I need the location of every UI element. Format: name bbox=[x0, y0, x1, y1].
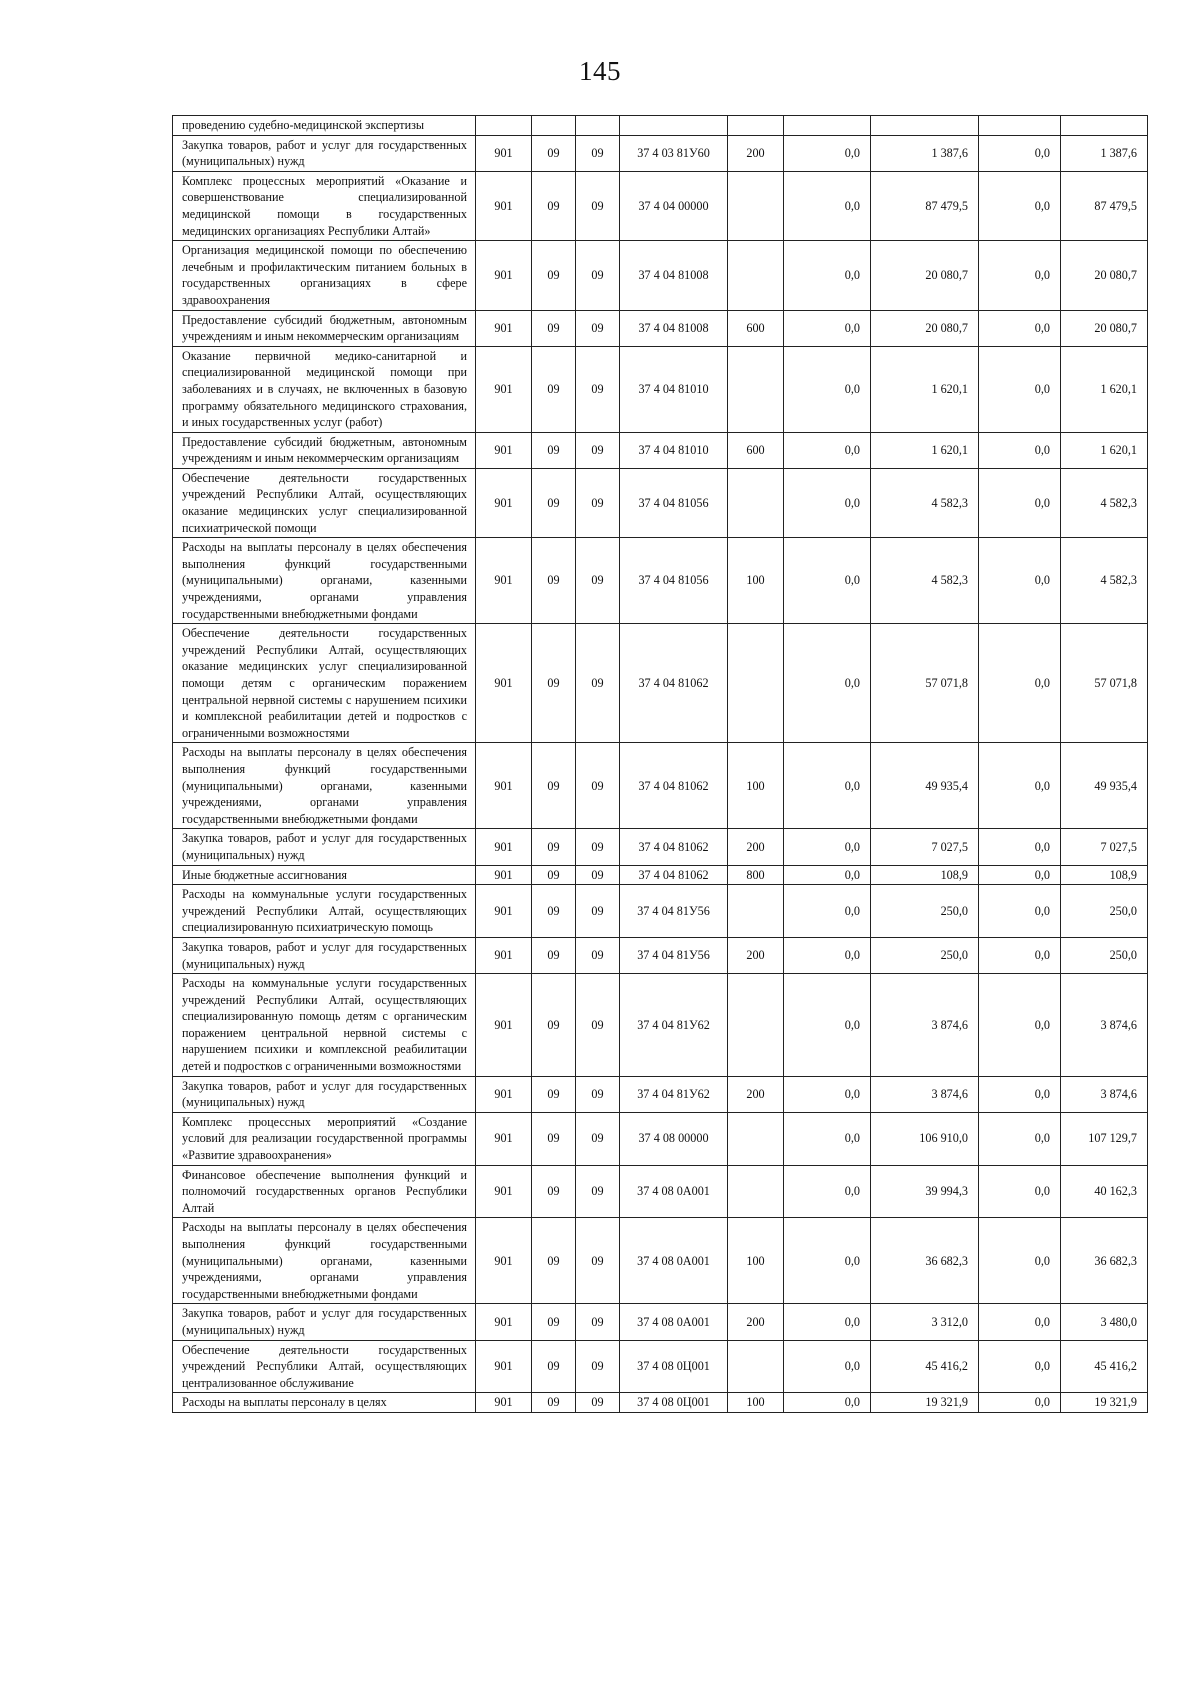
subsection-code-cell: 09 bbox=[576, 1393, 620, 1413]
amount-cell-3: 0,0 bbox=[979, 1340, 1061, 1393]
expense-type-cell: 200 bbox=[728, 829, 784, 865]
target-article-cell: 37 4 08 0Ц001 bbox=[620, 1393, 728, 1413]
subsection-code-cell: 09 bbox=[576, 1112, 620, 1165]
amount-cell-1: 0,0 bbox=[784, 1393, 871, 1413]
amount-cell-2: 87 479,5 bbox=[871, 171, 979, 240]
table-row bbox=[173, 538, 1148, 624]
table-row bbox=[173, 937, 1148, 973]
amount-cell-4: 40 162,3 bbox=[1061, 1165, 1148, 1218]
subsection-code-cell: 09 bbox=[576, 624, 620, 743]
subsection-code-cell: 09 bbox=[576, 829, 620, 865]
target-article-cell: 37 4 04 81056 bbox=[620, 538, 728, 624]
table-row bbox=[173, 1112, 1148, 1165]
amount-cell-4: 3 874,6 bbox=[1061, 974, 1148, 1077]
amount-cell-3: 0,0 bbox=[979, 1076, 1061, 1112]
amount-cell-2: 3 874,6 bbox=[871, 1076, 979, 1112]
amount-cell-1: 0,0 bbox=[784, 135, 871, 171]
table-row bbox=[173, 468, 1148, 537]
row-name-cell: Обеспечение деятельности государственных учреждений Республики Алтай, осуществляющих оказание медицинских услуг специализированной психиатрической помощи bbox=[173, 468, 476, 537]
amount-cell-2: 106 910,0 bbox=[871, 1112, 979, 1165]
expense-type-cell bbox=[728, 171, 784, 240]
expense-type-cell: 100 bbox=[728, 1218, 784, 1304]
amount-cell-4: 1 620,1 bbox=[1061, 346, 1148, 432]
budget-table-body bbox=[173, 116, 1148, 1413]
subsection-code-cell: 09 bbox=[576, 310, 620, 346]
table-row bbox=[173, 1076, 1148, 1112]
section-code-cell: 09 bbox=[532, 1076, 576, 1112]
expense-type-cell bbox=[728, 974, 784, 1077]
row-name-cell: Предоставление субсидий бюджетным, автономным учреждениям и иным некоммерческим организациям bbox=[173, 432, 476, 468]
amount-cell-4: 36 682,3 bbox=[1061, 1218, 1148, 1304]
row-name-cell: Обеспечение деятельности государственных учреждений Республики Алтай, осуществляющих оказание медицинских услуг специализированной помощи детям с органическим поражением центральной нервной системы с нарушением психики и комплексной реабилитации детей и подростков с ограниченными возможностями bbox=[173, 624, 476, 743]
amount-cell-1: 0,0 bbox=[784, 885, 871, 938]
amount-cell-1: 0,0 bbox=[784, 310, 871, 346]
amount-cell-2: 19 321,9 bbox=[871, 1393, 979, 1413]
amount-cell-3: 0,0 bbox=[979, 1112, 1061, 1165]
table-row bbox=[173, 432, 1148, 468]
amount-cell-3: 0,0 bbox=[979, 865, 1061, 885]
table-row bbox=[173, 1393, 1148, 1413]
table-row bbox=[173, 1165, 1148, 1218]
amount-cell-4: 1 620,1 bbox=[1061, 432, 1148, 468]
amount-cell-2: 49 935,4 bbox=[871, 743, 979, 829]
row-name-cell: проведению судебно-медицинской экспертизы bbox=[173, 116, 476, 136]
row-name-cell: Расходы на выплаты персоналу в целях обеспечения выполнения функций государственными (муниципальными) органами, казенными учреждениями, органами управления государственными внебюджетными фондами bbox=[173, 1218, 476, 1304]
subsection-code-cell bbox=[576, 116, 620, 136]
amount-cell-4: 57 071,8 bbox=[1061, 624, 1148, 743]
table-row bbox=[173, 346, 1148, 432]
amount-cell-1: 0,0 bbox=[784, 171, 871, 240]
subsection-code-cell: 09 bbox=[576, 1304, 620, 1340]
amount-cell-3: 0,0 bbox=[979, 468, 1061, 537]
amount-cell-1: 0,0 bbox=[784, 743, 871, 829]
amount-cell-1: 0,0 bbox=[784, 1165, 871, 1218]
row-name-cell: Расходы на выплаты персоналу в целях обеспечения выполнения функций государственными (муниципальными) органами, казенными учреждениями, органами управления государственными внебюджетными фондами bbox=[173, 743, 476, 829]
target-article-cell: 37 4 08 0А001 bbox=[620, 1165, 728, 1218]
row-name-cell: Иные бюджетные ассигнования bbox=[173, 865, 476, 885]
amount-cell-3: 0,0 bbox=[979, 310, 1061, 346]
target-article-cell: 37 4 04 81У56 bbox=[620, 885, 728, 938]
amount-cell-3: 0,0 bbox=[979, 1218, 1061, 1304]
section-code-cell: 09 bbox=[532, 171, 576, 240]
row-name-cell: Финансовое обеспечение выполнения функций и полномочий государственных органов Республики Алтай bbox=[173, 1165, 476, 1218]
subsection-code-cell: 09 bbox=[576, 974, 620, 1077]
section-code-cell: 09 bbox=[532, 468, 576, 537]
amount-cell-3: 0,0 bbox=[979, 432, 1061, 468]
table-row bbox=[173, 743, 1148, 829]
amount-cell-3: 0,0 bbox=[979, 937, 1061, 973]
table-row bbox=[173, 865, 1148, 885]
amount-cell-3: 0,0 bbox=[979, 829, 1061, 865]
subsection-code-cell: 09 bbox=[576, 538, 620, 624]
ministry-code-cell: 901 bbox=[476, 310, 532, 346]
subsection-code-cell: 09 bbox=[576, 135, 620, 171]
subsection-code-cell: 09 bbox=[576, 885, 620, 938]
amount-cell-1: 0,0 bbox=[784, 624, 871, 743]
table-row bbox=[173, 1340, 1148, 1393]
expense-type-cell: 100 bbox=[728, 743, 784, 829]
row-name-cell: Закупка товаров, работ и услуг для государственных (муниципальных) нужд bbox=[173, 1304, 476, 1340]
amount-cell-2: 1 620,1 bbox=[871, 346, 979, 432]
amount-cell-1: 0,0 bbox=[784, 1218, 871, 1304]
ministry-code-cell: 901 bbox=[476, 865, 532, 885]
expense-type-cell bbox=[728, 468, 784, 537]
amount-cell-3: 0,0 bbox=[979, 974, 1061, 1077]
target-article-cell: 37 4 04 81010 bbox=[620, 432, 728, 468]
table-row bbox=[173, 885, 1148, 938]
ministry-code-cell: 901 bbox=[476, 937, 532, 973]
amount-cell-3: 0,0 bbox=[979, 538, 1061, 624]
amount-cell-2: 3 874,6 bbox=[871, 974, 979, 1077]
amount-cell-1: 0,0 bbox=[784, 538, 871, 624]
target-article-cell: 37 4 08 0Ц001 bbox=[620, 1340, 728, 1393]
section-code-cell: 09 bbox=[532, 310, 576, 346]
expense-type-cell: 100 bbox=[728, 1393, 784, 1413]
section-code-cell: 09 bbox=[532, 1340, 576, 1393]
ministry-code-cell: 901 bbox=[476, 241, 532, 310]
target-article-cell: 37 4 08 0А001 bbox=[620, 1218, 728, 1304]
expense-type-cell bbox=[728, 1165, 784, 1218]
table-row bbox=[173, 829, 1148, 865]
table-row bbox=[173, 310, 1148, 346]
amount-cell-2: 20 080,7 bbox=[871, 241, 979, 310]
target-article-cell: 37 4 04 00000 bbox=[620, 171, 728, 240]
section-code-cell: 09 bbox=[532, 135, 576, 171]
amount-cell-2: 36 682,3 bbox=[871, 1218, 979, 1304]
row-name-cell: Расходы на коммунальные услуги государственных учреждений Республики Алтай, осуществляющих специализированную помощь детям с органическим поражением центральной нервной системы с нарушением психики и комплексной реабилитации детей и подростков с ограниченными возможностями bbox=[173, 974, 476, 1077]
amount-cell-2: 1 620,1 bbox=[871, 432, 979, 468]
budget-table bbox=[172, 115, 1148, 1413]
expense-type-cell bbox=[728, 885, 784, 938]
amount-cell-4: 107 129,7 bbox=[1061, 1112, 1148, 1165]
ministry-code-cell: 901 bbox=[476, 1218, 532, 1304]
amount-cell-1: 0,0 bbox=[784, 937, 871, 973]
ministry-code-cell: 901 bbox=[476, 468, 532, 537]
target-article-cell: 37 4 04 81008 bbox=[620, 310, 728, 346]
amount-cell-3: 0,0 bbox=[979, 1393, 1061, 1413]
target-article-cell: 37 4 08 0А001 bbox=[620, 1304, 728, 1340]
amount-cell-4: 45 416,2 bbox=[1061, 1340, 1148, 1393]
expense-type-cell: 200 bbox=[728, 937, 784, 973]
section-code-cell: 09 bbox=[532, 241, 576, 310]
table-row bbox=[173, 1304, 1148, 1340]
ministry-code-cell bbox=[476, 116, 532, 136]
amount-cell-4: 1 387,6 bbox=[1061, 135, 1148, 171]
amount-cell-3: 0,0 bbox=[979, 171, 1061, 240]
amount-cell-4: 87 479,5 bbox=[1061, 171, 1148, 240]
amount-cell-1: 0,0 bbox=[784, 974, 871, 1077]
subsection-code-cell: 09 bbox=[576, 171, 620, 240]
amount-cell-1: 0,0 bbox=[784, 1112, 871, 1165]
amount-cell-3 bbox=[979, 116, 1061, 136]
amount-cell-2: 250,0 bbox=[871, 937, 979, 973]
amount-cell-4: 20 080,7 bbox=[1061, 310, 1148, 346]
ministry-code-cell: 901 bbox=[476, 432, 532, 468]
section-code-cell: 09 bbox=[532, 538, 576, 624]
section-code-cell: 09 bbox=[532, 346, 576, 432]
section-code-cell: 09 bbox=[532, 885, 576, 938]
ministry-code-cell: 901 bbox=[476, 1304, 532, 1340]
amount-cell-4: 19 321,9 bbox=[1061, 1393, 1148, 1413]
row-name-cell: Предоставление субсидий бюджетным, автономным учреждениям и иным некоммерческим организациям bbox=[173, 310, 476, 346]
ministry-code-cell: 901 bbox=[476, 743, 532, 829]
section-code-cell: 09 bbox=[532, 1165, 576, 1218]
subsection-code-cell: 09 bbox=[576, 1218, 620, 1304]
table-row bbox=[173, 624, 1148, 743]
section-code-cell bbox=[532, 116, 576, 136]
ministry-code-cell: 901 bbox=[476, 1076, 532, 1112]
amount-cell-2: 1 387,6 bbox=[871, 135, 979, 171]
expense-type-cell: 600 bbox=[728, 432, 784, 468]
amount-cell-1: 0,0 bbox=[784, 1304, 871, 1340]
ministry-code-cell: 901 bbox=[476, 974, 532, 1077]
amount-cell-4: 250,0 bbox=[1061, 885, 1148, 938]
amount-cell-4: 108,9 bbox=[1061, 865, 1148, 885]
amount-cell-2: 20 080,7 bbox=[871, 310, 979, 346]
expense-type-cell: 200 bbox=[728, 1304, 784, 1340]
row-name-cell: Закупка товаров, работ и услуг для государственных (муниципальных) нужд bbox=[173, 1076, 476, 1112]
target-article-cell: 37 4 04 81010 bbox=[620, 346, 728, 432]
row-name-cell: Комплекс процессных мероприятий «Оказание и совершенствование специализированной медицинской помощи в государственных медицинских организациях Республики Алтай» bbox=[173, 171, 476, 240]
subsection-code-cell: 09 bbox=[576, 1076, 620, 1112]
amount-cell-2: 3 312,0 bbox=[871, 1304, 979, 1340]
subsection-code-cell: 09 bbox=[576, 743, 620, 829]
section-code-cell: 09 bbox=[532, 624, 576, 743]
amount-cell-2: 57 071,8 bbox=[871, 624, 979, 743]
target-article-cell: 37 4 03 81У60 bbox=[620, 135, 728, 171]
expense-type-cell: 600 bbox=[728, 310, 784, 346]
section-code-cell: 09 bbox=[532, 1304, 576, 1340]
expense-type-cell bbox=[728, 116, 784, 136]
ministry-code-cell: 901 bbox=[476, 135, 532, 171]
ministry-code-cell: 901 bbox=[476, 538, 532, 624]
row-name-cell: Закупка товаров, работ и услуг для государственных (муниципальных) нужд bbox=[173, 829, 476, 865]
row-name-cell: Комплекс процессных мероприятий «Создание условий для реализации государственной программы «Развитие здравоохранения» bbox=[173, 1112, 476, 1165]
row-name-cell: Расходы на коммунальные услуги государственных учреждений Республики Алтай, осуществляющих специализированную психиатрическую помощь bbox=[173, 885, 476, 938]
amount-cell-2 bbox=[871, 116, 979, 136]
row-name-cell: Обеспечение деятельности государственных учреждений Республики Алтай, осуществляющих централизованное обслуживание bbox=[173, 1340, 476, 1393]
subsection-code-cell: 09 bbox=[576, 241, 620, 310]
target-article-cell: 37 4 04 81062 bbox=[620, 829, 728, 865]
amount-cell-2: 4 582,3 bbox=[871, 468, 979, 537]
expense-type-cell: 800 bbox=[728, 865, 784, 885]
ministry-code-cell: 901 bbox=[476, 346, 532, 432]
table-row bbox=[173, 974, 1148, 1077]
section-code-cell: 09 bbox=[532, 1112, 576, 1165]
amount-cell-2: 45 416,2 bbox=[871, 1340, 979, 1393]
ministry-code-cell: 901 bbox=[476, 1393, 532, 1413]
amount-cell-4: 4 582,3 bbox=[1061, 538, 1148, 624]
amount-cell-1: 0,0 bbox=[784, 829, 871, 865]
expense-type-cell bbox=[728, 1112, 784, 1165]
row-name-cell: Оказание первичной медико-санитарной и специализированной медицинской помощи при заболеваниях и в случаях, не включенных в базовую программу обязательного медицинского страхования, и иных государственных услуг (работ) bbox=[173, 346, 476, 432]
subsection-code-cell: 09 bbox=[576, 1165, 620, 1218]
amount-cell-1: 0,0 bbox=[784, 468, 871, 537]
amount-cell-3: 0,0 bbox=[979, 1304, 1061, 1340]
amount-cell-4: 49 935,4 bbox=[1061, 743, 1148, 829]
target-article-cell: 37 4 04 81У62 bbox=[620, 1076, 728, 1112]
expense-type-cell: 200 bbox=[728, 1076, 784, 1112]
row-name-cell: Расходы на выплаты персоналу в целях bbox=[173, 1393, 476, 1413]
expense-type-cell bbox=[728, 1340, 784, 1393]
target-article-cell: 37 4 04 81У62 bbox=[620, 974, 728, 1077]
amount-cell-3: 0,0 bbox=[979, 885, 1061, 938]
table-row bbox=[173, 1218, 1148, 1304]
page-number: 145 bbox=[579, 56, 621, 86]
ministry-code-cell: 901 bbox=[476, 624, 532, 743]
subsection-code-cell: 09 bbox=[576, 432, 620, 468]
amount-cell-3: 0,0 bbox=[979, 1165, 1061, 1218]
section-code-cell: 09 bbox=[532, 432, 576, 468]
amount-cell-1 bbox=[784, 116, 871, 136]
amount-cell-1: 0,0 bbox=[784, 865, 871, 885]
section-code-cell: 09 bbox=[532, 743, 576, 829]
amount-cell-1: 0,0 bbox=[784, 1076, 871, 1112]
target-article-cell: 37 4 04 81062 bbox=[620, 743, 728, 829]
row-name-cell: Закупка товаров, работ и услуг для государственных (муниципальных) нужд bbox=[173, 135, 476, 171]
target-article-cell: 37 4 04 81062 bbox=[620, 865, 728, 885]
section-code-cell: 09 bbox=[532, 1393, 576, 1413]
amount-cell-3: 0,0 bbox=[979, 346, 1061, 432]
amount-cell-4: 4 582,3 bbox=[1061, 468, 1148, 537]
row-name-cell: Организация медицинской помощи по обеспечению лечебным и профилактическим питанием больных в государственных организациях в сфере здравоохранения bbox=[173, 241, 476, 310]
expense-type-cell bbox=[728, 346, 784, 432]
subsection-code-cell: 09 bbox=[576, 468, 620, 537]
ministry-code-cell: 901 bbox=[476, 829, 532, 865]
subsection-code-cell: 09 bbox=[576, 937, 620, 973]
section-code-cell: 09 bbox=[532, 1218, 576, 1304]
expense-type-cell bbox=[728, 241, 784, 310]
target-article-cell bbox=[620, 116, 728, 136]
ministry-code-cell: 901 bbox=[476, 171, 532, 240]
target-article-cell: 37 4 04 81056 bbox=[620, 468, 728, 537]
amount-cell-3: 0,0 bbox=[979, 135, 1061, 171]
amount-cell-4: 3 480,0 bbox=[1061, 1304, 1148, 1340]
section-code-cell: 09 bbox=[532, 865, 576, 885]
amount-cell-2: 7 027,5 bbox=[871, 829, 979, 865]
amount-cell-2: 39 994,3 bbox=[871, 1165, 979, 1218]
table-row bbox=[173, 241, 1148, 310]
expense-type-cell: 200 bbox=[728, 135, 784, 171]
amount-cell-2: 4 582,3 bbox=[871, 538, 979, 624]
amount-cell-4 bbox=[1061, 116, 1148, 136]
table-row bbox=[173, 135, 1148, 171]
row-name-cell: Расходы на выплаты персоналу в целях обеспечения выполнения функций государственными (муниципальными) органами, казенными учреждениями, органами управления государственными внебюджетными фондами bbox=[173, 538, 476, 624]
subsection-code-cell: 09 bbox=[576, 865, 620, 885]
section-code-cell: 09 bbox=[532, 829, 576, 865]
ministry-code-cell: 901 bbox=[476, 1340, 532, 1393]
target-article-cell: 37 4 04 81062 bbox=[620, 624, 728, 743]
amount-cell-3: 0,0 bbox=[979, 624, 1061, 743]
section-code-cell: 09 bbox=[532, 974, 576, 1077]
target-article-cell: 37 4 08 00000 bbox=[620, 1112, 728, 1165]
expense-type-cell: 100 bbox=[728, 538, 784, 624]
amount-cell-2: 108,9 bbox=[871, 865, 979, 885]
amount-cell-4: 250,0 bbox=[1061, 937, 1148, 973]
ministry-code-cell: 901 bbox=[476, 1165, 532, 1218]
amount-cell-1: 0,0 bbox=[784, 432, 871, 468]
amount-cell-4: 7 027,5 bbox=[1061, 829, 1148, 865]
table-row bbox=[173, 171, 1148, 240]
ministry-code-cell: 901 bbox=[476, 1112, 532, 1165]
table-row bbox=[173, 116, 1148, 136]
ministry-code-cell: 901 bbox=[476, 885, 532, 938]
row-name-cell: Закупка товаров, работ и услуг для государственных (муниципальных) нужд bbox=[173, 937, 476, 973]
target-article-cell: 37 4 04 81У56 bbox=[620, 937, 728, 973]
amount-cell-3: 0,0 bbox=[979, 743, 1061, 829]
subsection-code-cell: 09 bbox=[576, 346, 620, 432]
expense-type-cell bbox=[728, 624, 784, 743]
amount-cell-2: 250,0 bbox=[871, 885, 979, 938]
amount-cell-4: 3 874,6 bbox=[1061, 1076, 1148, 1112]
amount-cell-3: 0,0 bbox=[979, 241, 1061, 310]
amount-cell-4: 20 080,7 bbox=[1061, 241, 1148, 310]
section-code-cell: 09 bbox=[532, 937, 576, 973]
amount-cell-1: 0,0 bbox=[784, 241, 871, 310]
amount-cell-1: 0,0 bbox=[784, 346, 871, 432]
target-article-cell: 37 4 04 81008 bbox=[620, 241, 728, 310]
subsection-code-cell: 09 bbox=[576, 1340, 620, 1393]
amount-cell-1: 0,0 bbox=[784, 1340, 871, 1393]
